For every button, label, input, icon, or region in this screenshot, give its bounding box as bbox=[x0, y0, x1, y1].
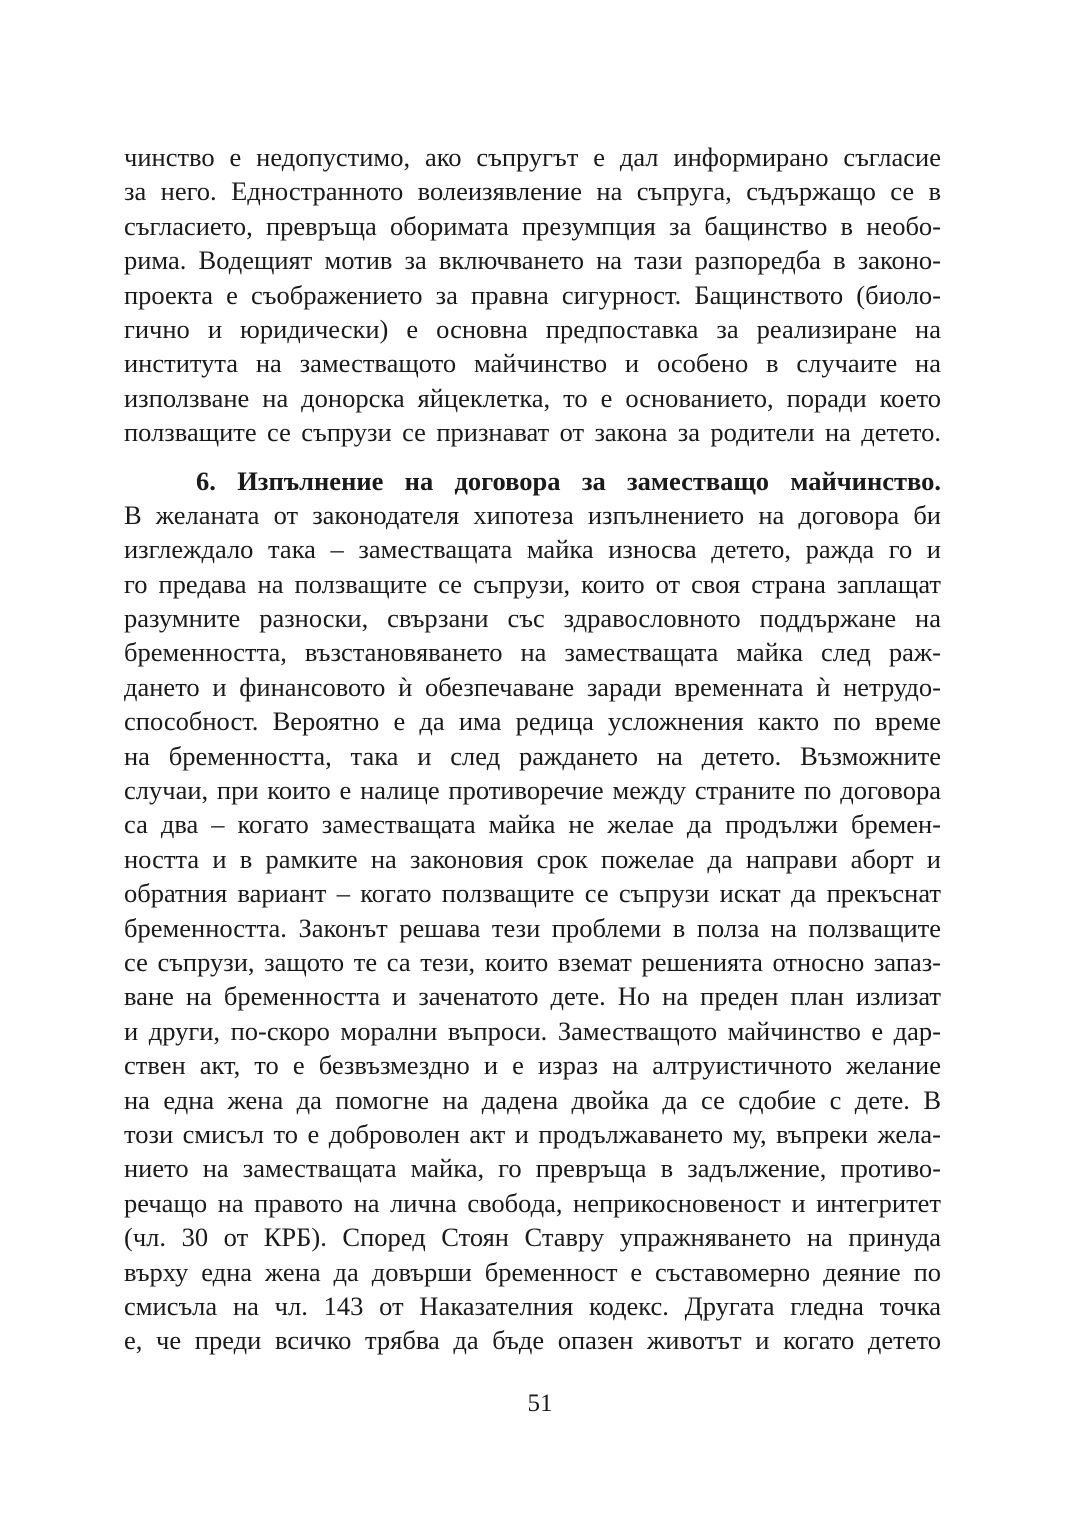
text-line: съгласието, превръща оборимата презумпция за бащинство в необо- bbox=[124, 210, 941, 241]
text-line: обратния вариант – когато ползващите се съпрузи искат да прекъснат bbox=[124, 878, 941, 909]
text-line: този смисъл то е доброволен акт и продължаването му, въпреки жела- bbox=[124, 1118, 941, 1149]
text-line: на бременността, така и след раждането на детето. Възможните bbox=[124, 740, 941, 771]
text-line: института на заместващото майчинство и особено в случаите на bbox=[124, 348, 941, 379]
text-line: изглеждало така – заместващата майка износва детето, ражда го и bbox=[124, 534, 941, 565]
text-line: и други, по-скоро морални въпроси. Заместващото майчинство е дар- bbox=[124, 1015, 941, 1046]
text-line: са два – когато заместващата майка не желае да продължи бремен- bbox=[124, 809, 941, 840]
text-line: чинство е недопустимо, ако съпругът е дал информирано съгласие bbox=[124, 142, 941, 172]
page-number: 51 bbox=[527, 1390, 553, 1417]
text-line: рима. Водещият мотив за включването на тази разпоредба в законо- bbox=[124, 245, 941, 276]
text-line: ствен акт, то е безвъзмездно и е израз на алтруистичното желание bbox=[124, 1050, 941, 1081]
text-line: случаи, при които е налице противоречие между страните по договора bbox=[124, 775, 941, 806]
text-line: (чл. 30 от КРБ). Според Стоян Ставру упражняването на принуда bbox=[124, 1222, 941, 1253]
paragraph-gap bbox=[124, 450, 941, 464]
text-line: върху една жена да довърши бременност е съставомерно деяние по bbox=[124, 1256, 941, 1287]
text-line: В желаната от законодателя хипотеза изпълнението на договора би bbox=[124, 499, 941, 530]
text-line: проекта е съображението за правна сигурност. Бащинството (биоло- bbox=[124, 279, 941, 310]
paragraph-2 bbox=[124, 498, 941, 1358]
text-line: го предава на ползващите се съпрузи, които от своя страна заплащат bbox=[124, 568, 941, 599]
text-line: бременността, възстановяването на заместващата майка след раж- bbox=[124, 637, 941, 668]
text-line: смисъла на чл. 143 от Наказателния кодекс. Другата гледна точка bbox=[124, 1290, 941, 1321]
text-line: използване на донорска яйцеклетка, то е основанието, поради което bbox=[124, 382, 941, 413]
text-line: дането и финансовото ѝ обезпечаване заради временната ѝ нетрудо- bbox=[124, 671, 941, 702]
text-line: на една жена да помогне на дадена двойка да се сдобие с дете. В bbox=[124, 1084, 941, 1115]
section-heading: 6. Изпълнение на договора за заместващо майчинство. bbox=[196, 465, 941, 496]
paragraph-1 bbox=[124, 140, 941, 450]
text-line: за него. Едностранното волеизявление на съпруга, съдържащо се в bbox=[124, 176, 941, 207]
text-line: ползващите се съпрузи се признават от закона за родители на детето. bbox=[124, 417, 941, 448]
text-line: ността и в рамките на законовия срок пожелае да направи аборт и bbox=[124, 843, 941, 874]
text-line: ване на бременността и заченатото дете. Но на преден план излизат bbox=[124, 981, 941, 1012]
text-line: се съпрузи, защото те са тези, които вземат решенията относно запаз- bbox=[124, 946, 941, 977]
text-line: способност. Вероятно е да има редица усложнения както по време bbox=[124, 706, 941, 737]
text-line: речащо на правото на лична свобода, неприкосновеност и интегритет bbox=[124, 1187, 941, 1218]
text-line: нието на заместващата майка, го превръща в задължение, противо- bbox=[124, 1153, 941, 1184]
page-body bbox=[124, 140, 941, 1358]
text-line: е, че преди всичко трябва да бъде опазен животът и когато детето bbox=[124, 1325, 941, 1356]
text-line: бременността. Законът решава тези проблеми в полза на ползващите bbox=[124, 912, 941, 943]
text-line: разумните разноски, свързани със здравословното поддържане на bbox=[124, 603, 941, 634]
text-line: гично и юридически) е основна предпоставка за реализиране на bbox=[124, 313, 941, 344]
